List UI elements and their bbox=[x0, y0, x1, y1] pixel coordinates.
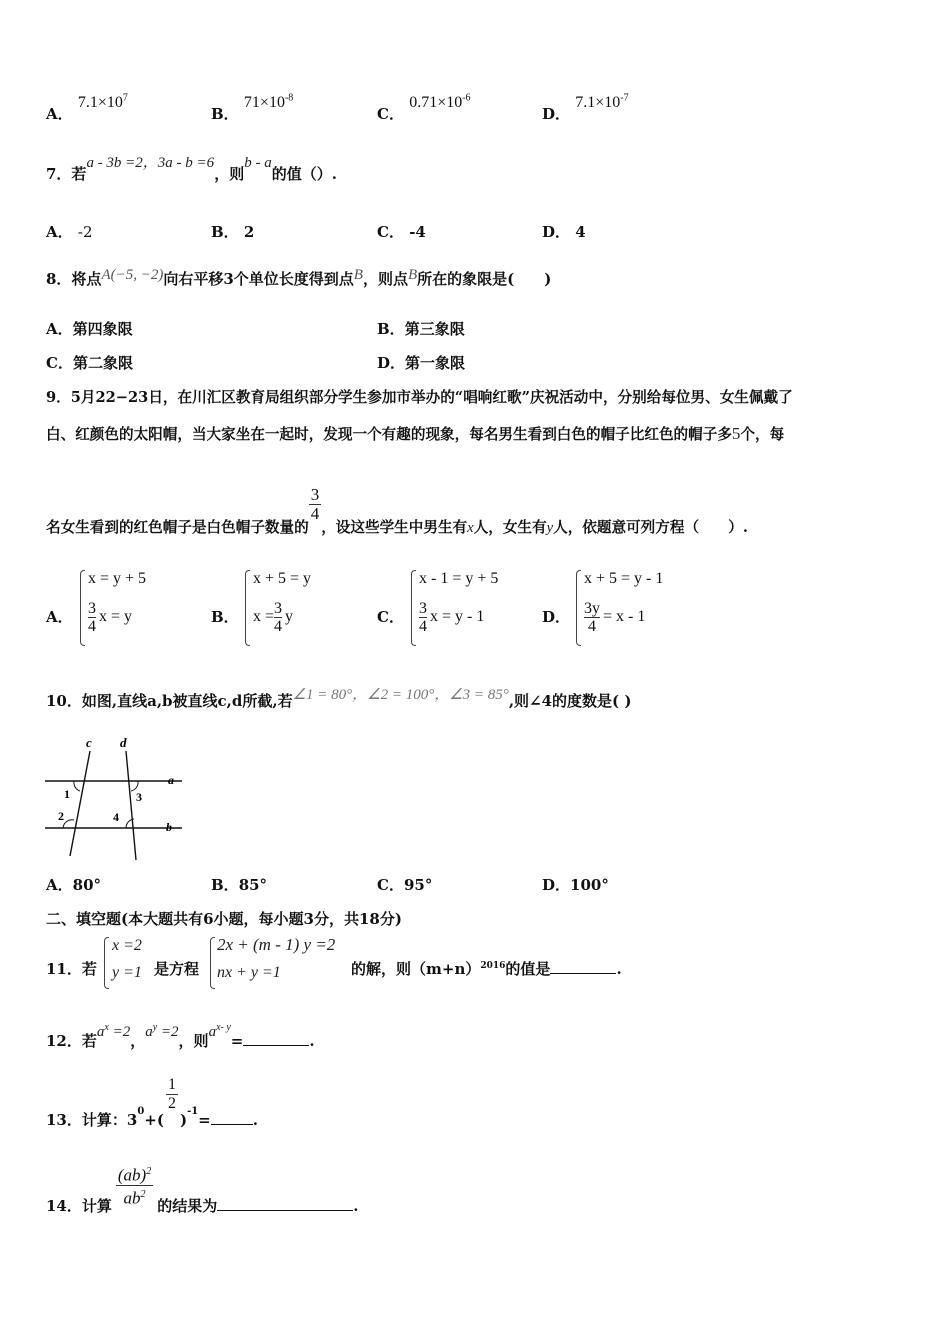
q9-option-d-label[interactable]: D． bbox=[542, 608, 571, 626]
angle-arc-1 bbox=[74, 781, 80, 791]
q9-option-a-label[interactable]: A． bbox=[46, 608, 73, 626]
q10-option-d[interactable] bbox=[542, 874, 609, 895]
fraction-numerator: 3 bbox=[419, 600, 427, 617]
label-c: c bbox=[86, 735, 92, 750]
q9-five: 5 bbox=[731, 424, 741, 443]
q10-option-c[interactable] bbox=[377, 874, 432, 895]
option-label: A． bbox=[46, 105, 73, 123]
q9-line-2 bbox=[46, 423, 784, 444]
option-label: C． bbox=[46, 354, 73, 372]
angle-label-4: 4 bbox=[113, 810, 119, 824]
option-value: $71\times 10^{-8}$ bbox=[243, 92, 294, 111]
line-d bbox=[126, 751, 136, 860]
question-10 bbox=[46, 687, 632, 711]
q12-expr-1: $a^x =2$ bbox=[96, 1022, 131, 1040]
system-line-1: x - 1 = y + 5 bbox=[419, 570, 499, 587]
q8-point-b: B bbox=[353, 267, 363, 283]
option-label: D． bbox=[542, 105, 571, 123]
option-value: $0.71\times 10^{-6}$ bbox=[409, 92, 471, 111]
q9-text: 人，女生有 bbox=[473, 518, 547, 536]
angle-label-3: 3 bbox=[136, 790, 142, 804]
q8-tail: 所在的象限是( ) bbox=[417, 270, 552, 288]
q6-option-d[interactable] bbox=[542, 92, 629, 124]
q10-tail: ,则∠4的度数是( ) bbox=[508, 692, 632, 710]
q10-option-b[interactable] bbox=[211, 874, 267, 895]
option-label: D． bbox=[377, 354, 406, 372]
system-line-1: x = y + 5 bbox=[88, 570, 147, 587]
q13-number: 13．计算：3 bbox=[46, 1110, 138, 1129]
option-value: -2 bbox=[77, 223, 93, 241]
q14-answer-blank[interactable] bbox=[217, 1196, 353, 1211]
fraction-denominator: 4 bbox=[419, 618, 427, 635]
question-12 bbox=[46, 1022, 315, 1051]
q11-system-1 bbox=[104, 935, 156, 991]
q7-number: 7．若 bbox=[46, 165, 87, 183]
question-8 bbox=[46, 268, 551, 289]
option-value: 第三象限 bbox=[404, 320, 465, 338]
q13-exp-zero: 0 bbox=[137, 1105, 145, 1117]
q11-number: 11．若 bbox=[46, 960, 97, 978]
q9-text: 个，每 bbox=[740, 426, 785, 443]
q11-exponent: 2016 bbox=[480, 961, 506, 971]
fraction-denominator: 2 bbox=[167, 1095, 176, 1112]
system-tail: x = y - 1 bbox=[430, 608, 485, 626]
option-label: C． bbox=[377, 876, 404, 894]
q11-system-2 bbox=[210, 935, 355, 991]
option-value: 95° bbox=[403, 876, 433, 894]
fraction-numerator: (ab)$^2$ bbox=[116, 1163, 153, 1186]
q12-answer-blank[interactable] bbox=[243, 1031, 309, 1046]
q7-option-d[interactable] bbox=[542, 221, 586, 242]
system-line-1: 2x + (m - 1) y =2 bbox=[217, 935, 336, 954]
q9-text: 人，依题意可列方程（ ）. bbox=[553, 518, 748, 536]
q13-fraction bbox=[166, 1076, 178, 1113]
q8-option-d[interactable] bbox=[377, 352, 465, 373]
fraction-denominator: 4 bbox=[588, 618, 596, 635]
fraction-denominator: 4 bbox=[310, 504, 320, 523]
q11-mid: 是方程 bbox=[154, 960, 200, 978]
option-label: B． bbox=[211, 223, 239, 241]
option-value: 第一象限 bbox=[405, 354, 466, 372]
option-value: 第二象限 bbox=[72, 354, 133, 372]
option-label: B． bbox=[211, 876, 239, 894]
brace-icon bbox=[576, 570, 581, 646]
q11-text: 的值是 bbox=[505, 960, 551, 978]
q12-eq: = bbox=[230, 1032, 244, 1050]
q8-number: 8．将点 bbox=[46, 270, 102, 288]
q12-expr-3: $a^{x- y}$ bbox=[208, 1022, 231, 1040]
fraction-numerator: 3 bbox=[310, 485, 320, 504]
label-d: d bbox=[120, 735, 127, 750]
q12-mid: ，则 bbox=[178, 1032, 209, 1050]
q14-number: 14．计算 bbox=[46, 1197, 112, 1216]
q7-mid: ，则 bbox=[214, 165, 245, 183]
q13-exp-neg: -1 bbox=[187, 1105, 199, 1117]
q9-option-c-system bbox=[411, 568, 531, 648]
q7-expression: b - a bbox=[244, 155, 272, 171]
q8-option-a[interactable] bbox=[46, 318, 133, 339]
fraction-numerator: 3y bbox=[584, 600, 600, 617]
brace-icon bbox=[210, 937, 215, 989]
q7-option-c[interactable] bbox=[377, 221, 426, 242]
q10-figure bbox=[40, 735, 190, 860]
q9-option-b-label[interactable]: B． bbox=[211, 608, 239, 626]
q7-condition: a - 3b =2，3a - b =6 bbox=[86, 155, 215, 171]
brace-icon bbox=[104, 937, 109, 989]
system-line-1: x + 5 = y bbox=[253, 570, 312, 587]
q8-point: A(−5, −2) bbox=[101, 267, 164, 283]
q7-tail: 的值（）. bbox=[271, 165, 337, 183]
system-tail: y bbox=[285, 608, 294, 626]
q9-text: 白、红颜色的太阳帽，当大家坐在一起时，发现一个有趣的现象，每名男生看到白色的帽子比红色的帽子多 bbox=[46, 426, 732, 443]
q14-tail: 的结果为 bbox=[157, 1197, 218, 1216]
q11-answer-blank[interactable] bbox=[550, 959, 616, 974]
q9-var-x: x bbox=[467, 519, 474, 536]
q8-mid2: ，则点 bbox=[362, 270, 408, 288]
system-head: x = bbox=[253, 608, 275, 626]
q8-option-b[interactable] bbox=[377, 318, 465, 339]
q8-point-b2: B bbox=[407, 267, 418, 283]
q9-line-1: 9．5月22−23日，在川汇区教育局组织部分学生参加市举办的“唱响红歌”庆祝活动中，分别给每位男、女生佩戴了 bbox=[46, 389, 793, 406]
system-line-1: x + 5 = y - 1 bbox=[584, 570, 664, 587]
q6-option-b[interactable] bbox=[211, 92, 294, 124]
system-line-2: y =1 bbox=[112, 964, 142, 981]
system-line-2 bbox=[253, 600, 293, 635]
q10-angles: ∠1 = 80°，∠2 = 100°，∠3 = 85° bbox=[292, 687, 509, 703]
option-label: D． bbox=[542, 876, 571, 894]
option-label: A． bbox=[46, 223, 73, 241]
section-2-heading: 二、填空题(本大题共有6小题，每小题3分，共18分) bbox=[46, 910, 402, 928]
fraction-numerator: 1 bbox=[167, 1076, 176, 1093]
option-label: A． bbox=[46, 320, 73, 338]
q12-end: . bbox=[309, 1032, 315, 1050]
q12-expr-2: $a^y =2$ bbox=[145, 1022, 179, 1040]
system-line-2 bbox=[88, 600, 132, 635]
q12-sep: ， bbox=[130, 1032, 146, 1050]
q6-option-a[interactable] bbox=[46, 92, 128, 124]
q9-var-y: y bbox=[546, 519, 554, 536]
q12-number: 12．若 bbox=[46, 1032, 97, 1050]
fraction-numerator: 3 bbox=[88, 600, 96, 617]
q9-option-b-system bbox=[245, 568, 365, 648]
q7-option-b[interactable] bbox=[211, 221, 254, 242]
option-value: $7.1\times 10^{-7}$ bbox=[575, 92, 629, 111]
q11-text: 的解，则（m+n） bbox=[351, 960, 481, 978]
q7-option-a[interactable] bbox=[46, 221, 93, 242]
option-label: D． bbox=[542, 223, 571, 241]
fraction-denominator: 4 bbox=[88, 618, 96, 635]
fraction-numerator: 3 bbox=[274, 600, 283, 617]
brace-icon bbox=[245, 570, 250, 646]
question-14 bbox=[46, 1163, 359, 1216]
q6-option-c[interactable] bbox=[377, 92, 471, 124]
option-value: -4 bbox=[409, 223, 426, 241]
option-label: B． bbox=[377, 320, 405, 338]
q13-eq: = bbox=[198, 1110, 211, 1129]
question-7 bbox=[46, 155, 337, 184]
option-label: C． bbox=[377, 223, 404, 241]
option-value: 2 bbox=[243, 223, 255, 241]
q13-plus: +( bbox=[144, 1110, 164, 1129]
system-tail: x = y bbox=[99, 608, 133, 626]
angle-label-2: 2 bbox=[58, 809, 64, 823]
q11-tail bbox=[351, 958, 622, 979]
option-value: 85° bbox=[238, 876, 268, 894]
fraction-denominator: 4 bbox=[274, 618, 283, 635]
option-value: 4 bbox=[575, 223, 586, 241]
line-c bbox=[70, 751, 90, 856]
q9-option-a-system bbox=[80, 568, 200, 648]
brace-icon bbox=[80, 570, 85, 646]
q9-text: 名女生看到的红色帽子是白色帽子数量的 bbox=[46, 518, 309, 536]
option-value: 100° bbox=[570, 876, 609, 894]
q9-line-3 bbox=[46, 485, 748, 536]
option-label: C． bbox=[377, 105, 404, 123]
label-a: a bbox=[168, 773, 174, 787]
option-label: B． bbox=[211, 105, 239, 123]
system-tail: = x - 1 bbox=[603, 608, 646, 626]
system-line-2: nx + y =1 bbox=[217, 964, 281, 981]
q13-close: ) bbox=[179, 1110, 188, 1129]
q9-option-c-label[interactable]: C． bbox=[377, 608, 404, 626]
system-line-2 bbox=[584, 600, 645, 635]
option-value: $7.1\times 10^7$ bbox=[77, 92, 128, 111]
fraction-denominator: $ab^2$ bbox=[123, 1188, 146, 1208]
option-value: 80° bbox=[72, 876, 102, 894]
q8-option-c[interactable] bbox=[46, 352, 133, 373]
q8-mid1: 向右平移3个单位长度得到点 bbox=[163, 270, 354, 288]
angle-arc-2 bbox=[63, 820, 74, 828]
q9-fraction bbox=[309, 486, 322, 523]
q9-option-d-system bbox=[576, 568, 696, 648]
label-b: b bbox=[166, 820, 172, 834]
system-line-2 bbox=[419, 600, 484, 635]
angle-label-1: 1 bbox=[64, 787, 70, 801]
q10-number: 10．如图,直线a,b被直线c,d所截,若 bbox=[46, 692, 293, 710]
brace-icon bbox=[411, 570, 416, 646]
q14-fraction bbox=[116, 1163, 153, 1207]
q9-text: ，设这些学生中男生有 bbox=[321, 518, 468, 536]
system-line-1: x =2 bbox=[112, 937, 142, 954]
question-13 bbox=[46, 1076, 258, 1129]
q10-option-a[interactable] bbox=[46, 874, 101, 895]
q11-end: . bbox=[616, 960, 622, 978]
option-value: 第四象限 bbox=[72, 320, 133, 338]
q13-answer-blank[interactable] bbox=[211, 1110, 253, 1125]
q14-end: . bbox=[353, 1197, 359, 1216]
option-label: A． bbox=[46, 876, 73, 894]
q13-end: . bbox=[252, 1110, 258, 1129]
